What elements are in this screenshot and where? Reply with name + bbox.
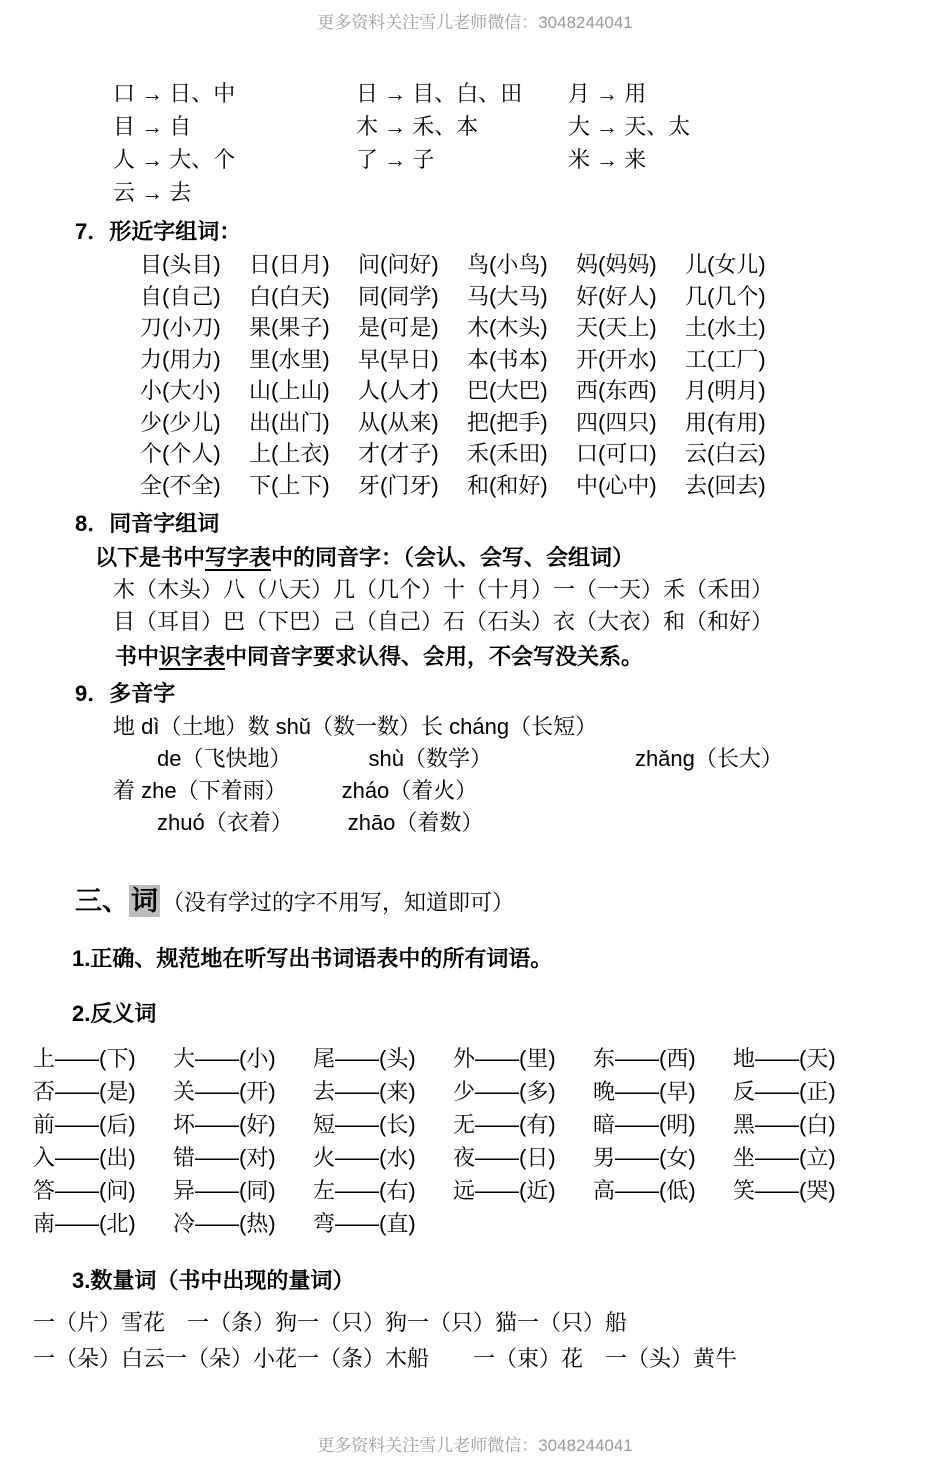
- antonym-pair: 关——(开): [173, 1079, 276, 1104]
- polyphone-line: de（飞快地） shù（数学） zhǎng（长大）: [113, 746, 783, 771]
- derivation-item: 了 → 子: [356, 147, 435, 172]
- heading-prefix: 三、: [75, 886, 129, 916]
- antonym-pair: 夜——(日): [453, 1145, 556, 1170]
- polyphone-line: 地 dì（土地）数 shǔ（数一数）长 cháng（长短）: [113, 714, 598, 739]
- section9-lines: [113, 711, 950, 839]
- antonym-pair: 暗——(明): [593, 1112, 696, 1137]
- row: [33, 1042, 950, 1075]
- word-pair: 去(回去): [685, 472, 766, 498]
- word-pair: 土(水土): [685, 315, 766, 340]
- derivation-item: 大 → 天、太: [568, 114, 691, 139]
- heading-note: （没有学过的字不用写，知道即可）: [162, 890, 515, 915]
- antonym-pair: 短——(长): [313, 1112, 416, 1137]
- word-pair: 少(少儿): [140, 409, 221, 435]
- antonym-pair: 男——(女): [593, 1145, 696, 1170]
- row: [33, 1207, 950, 1240]
- antonym-pair: 笑——(哭): [733, 1178, 836, 1203]
- word-pair: 自(自己): [140, 283, 221, 309]
- derivation-item: 日 → 目、白、田: [356, 81, 523, 106]
- highlighted-char: 词: [131, 886, 158, 916]
- quantifier-line: 一（朵）白云一（朵）小花一（条）木船 一（束）花 一（头）黄牛: [33, 1346, 738, 1371]
- subtitle-post: 中的同音字：（会认、会写、会组词）: [271, 545, 635, 570]
- section-word-heading: [75, 879, 950, 918]
- word-pair: 早(早日): [358, 346, 439, 372]
- section9-title: 9．多音字: [75, 681, 176, 706]
- section8-lines: [113, 574, 950, 638]
- section8-note: [115, 640, 950, 671]
- header-note: 更多资料关注雪儿老师微信：3048244041: [317, 13, 633, 32]
- row: [140, 249, 950, 281]
- word-pair: 个(个人): [140, 441, 221, 466]
- derivation-item: 木 → 禾、本: [356, 114, 479, 139]
- antonym-pair: 坏——(好): [173, 1112, 276, 1137]
- word-pair: 天(天上): [576, 315, 657, 340]
- word-pair: 中(心中): [576, 472, 657, 498]
- antonym-pair: 异——(同): [173, 1178, 276, 1203]
- subtitle-pre: 以下是书中: [95, 545, 206, 570]
- word-pair: 本(书本): [467, 346, 548, 372]
- word-pair: 把(把手): [467, 409, 548, 435]
- antonym-pair: 入——(出): [33, 1145, 136, 1170]
- antonym-pair: 答——(问): [33, 1178, 136, 1203]
- word-pair: 和(和好): [467, 472, 548, 498]
- antonym-pair: 东——(西): [593, 1046, 696, 1071]
- row: [33, 1174, 950, 1207]
- subtitle-underlined: 写字表: [205, 545, 272, 570]
- antonym-pair: 冷——(热): [173, 1211, 276, 1236]
- antonym-pair: 少——(多): [453, 1079, 556, 1104]
- homophone-line: 木（木头）八（八天）几（几个）十（十月）一（一天）禾（禾田）: [113, 577, 774, 602]
- row: [140, 470, 950, 502]
- antonym-pair: 远——(近): [453, 1178, 556, 1203]
- word-pair: 云(白云): [685, 441, 766, 466]
- note-pre: 书中: [115, 644, 160, 669]
- row: [33, 1108, 950, 1141]
- antonym-pair: 大——(小): [173, 1046, 276, 1071]
- word-pair: 小(大小): [140, 378, 221, 403]
- antonym-pair: 无——(有): [453, 1112, 556, 1137]
- heading-text: [75, 885, 160, 917]
- row: [140, 344, 950, 376]
- word-pair: 工(工厂): [685, 346, 766, 372]
- word-pair: 鸟(小鸟): [467, 252, 548, 277]
- word-pair: 刀(小刀): [140, 315, 221, 340]
- word-pair: 西(东西): [576, 378, 657, 403]
- word-pair: 口(可口): [576, 441, 657, 466]
- antonym-pair: 否——(是): [33, 1079, 136, 1104]
- row: [113, 176, 950, 209]
- antonym-pair: 晚——(早): [593, 1079, 696, 1104]
- section7-grid: [140, 249, 950, 501]
- antonym-pair: 前——(后): [33, 1112, 136, 1137]
- word-pair: 目(头目): [140, 252, 221, 277]
- word-pair: 妈(妈妈): [576, 252, 657, 277]
- row: [140, 312, 950, 344]
- word-pair: 上(上衣): [249, 441, 330, 466]
- row: [113, 77, 950, 110]
- antonym-pair: 高——(低): [593, 1178, 696, 1203]
- antonym-pair: 火——(水): [313, 1145, 416, 1170]
- item1-text: 1.正确、规范地在听写出书词语表中的所有词语。: [72, 946, 553, 971]
- antonym-pair: 南——(北): [33, 1211, 136, 1236]
- section8-title: 8．同音字组词: [75, 511, 220, 536]
- antonym-pair: 坐——(立): [733, 1145, 836, 1170]
- item3-title: 3.数量词（书中出现的量词）: [72, 1268, 355, 1293]
- derivation-item: 人 → 大、个: [113, 147, 236, 172]
- note-post: 中同音字要求认得、会用，不会写没关系。: [225, 644, 644, 669]
- word-pair: 果(果子): [249, 315, 330, 340]
- derivation-item: 目 → 自: [113, 114, 192, 139]
- homophone-line: 目（耳目）巴（下巴）己（自己）石（石头）衣（大衣）和（和好）: [113, 609, 774, 634]
- note-underlined: 识字表: [159, 644, 226, 669]
- antonym-pair: 地——(天): [733, 1046, 836, 1071]
- derivation-item: 米 → 来: [568, 147, 647, 172]
- row: [140, 407, 950, 439]
- word-pair: 牙(门牙): [358, 472, 439, 498]
- word-pair: 问(问好): [358, 252, 439, 277]
- antonym-grid: [33, 1042, 950, 1240]
- word-pair: 才(才子): [358, 441, 439, 466]
- polyphone-line: zhuó（衣着） zhāo（着数）: [113, 810, 484, 835]
- word-pair: 儿(女儿): [685, 252, 766, 277]
- word-pair: 用(有用): [685, 409, 766, 435]
- word-pair: 从(从来): [358, 409, 439, 435]
- word-pair: 里(水里): [249, 346, 330, 372]
- row: [113, 110, 950, 143]
- row: [33, 1075, 950, 1108]
- row: [113, 143, 950, 176]
- word-pair: 马(大马): [467, 283, 548, 309]
- row: [140, 281, 950, 313]
- word-pair: 木(木头): [467, 315, 548, 340]
- quantifier-lines: [33, 1305, 950, 1377]
- word-pair: 人(人才): [358, 378, 439, 403]
- word-pair: 力(用力): [140, 346, 221, 372]
- word-pair: 是(可是): [358, 315, 439, 340]
- section8-subtitle: [95, 541, 950, 572]
- derivation-item: 月 → 用: [568, 81, 647, 106]
- word-pair: 全(不全): [140, 472, 221, 498]
- quantifier-line: 一（片）雪花 一（条）狗一（只）狗一（只）猫一（只）船: [33, 1310, 628, 1335]
- derivation-item: 口 → 日、中: [113, 81, 236, 106]
- word-pair: 好(好人): [576, 283, 657, 309]
- row: [140, 438, 950, 470]
- antonym-pair: 黑——(白): [733, 1112, 836, 1137]
- word-pair: 白(白天): [249, 283, 330, 309]
- word-pair: 禾(禾田): [467, 441, 548, 466]
- antonym-pair: 外——(里): [453, 1046, 556, 1071]
- word-pair: 开(开水): [576, 346, 657, 372]
- word-pair: 山(上山): [249, 378, 330, 403]
- item2-title: 2.反义词: [72, 1001, 157, 1026]
- footer-note: 更多资料关注雪儿老师微信：3048244041: [317, 1436, 633, 1455]
- derivation-table: [113, 77, 950, 209]
- row: [33, 1141, 950, 1174]
- word-pair: 四(四只): [576, 409, 657, 435]
- word-pair: 日(日月): [249, 252, 330, 277]
- antonym-pair: 弯——(直): [313, 1211, 416, 1236]
- derivation-item: 云 → 去: [113, 180, 192, 205]
- word-pair: 下(上下): [249, 472, 330, 498]
- row: [140, 375, 950, 407]
- antonym-pair: 反——(正): [733, 1079, 836, 1104]
- word-pair: 几(几个): [685, 283, 766, 309]
- antonym-pair: 尾——(头): [313, 1046, 416, 1071]
- polyphone-line: 着 zhe（下着雨） zháo（着火）: [113, 778, 478, 803]
- antonym-pair: 上——(下): [33, 1046, 136, 1071]
- antonym-pair: 左——(右): [313, 1178, 416, 1203]
- word-pair: 巴(大巴): [467, 378, 548, 403]
- section7-title: 7．形近字组词：: [75, 219, 242, 244]
- antonym-pair: 错——(对): [173, 1145, 276, 1170]
- antonym-pair: 去——(来): [313, 1079, 416, 1104]
- word-pair: 同(同学): [358, 283, 439, 309]
- word-pair: 月(明月): [685, 378, 766, 403]
- word-pair: 出(出门): [249, 409, 330, 435]
